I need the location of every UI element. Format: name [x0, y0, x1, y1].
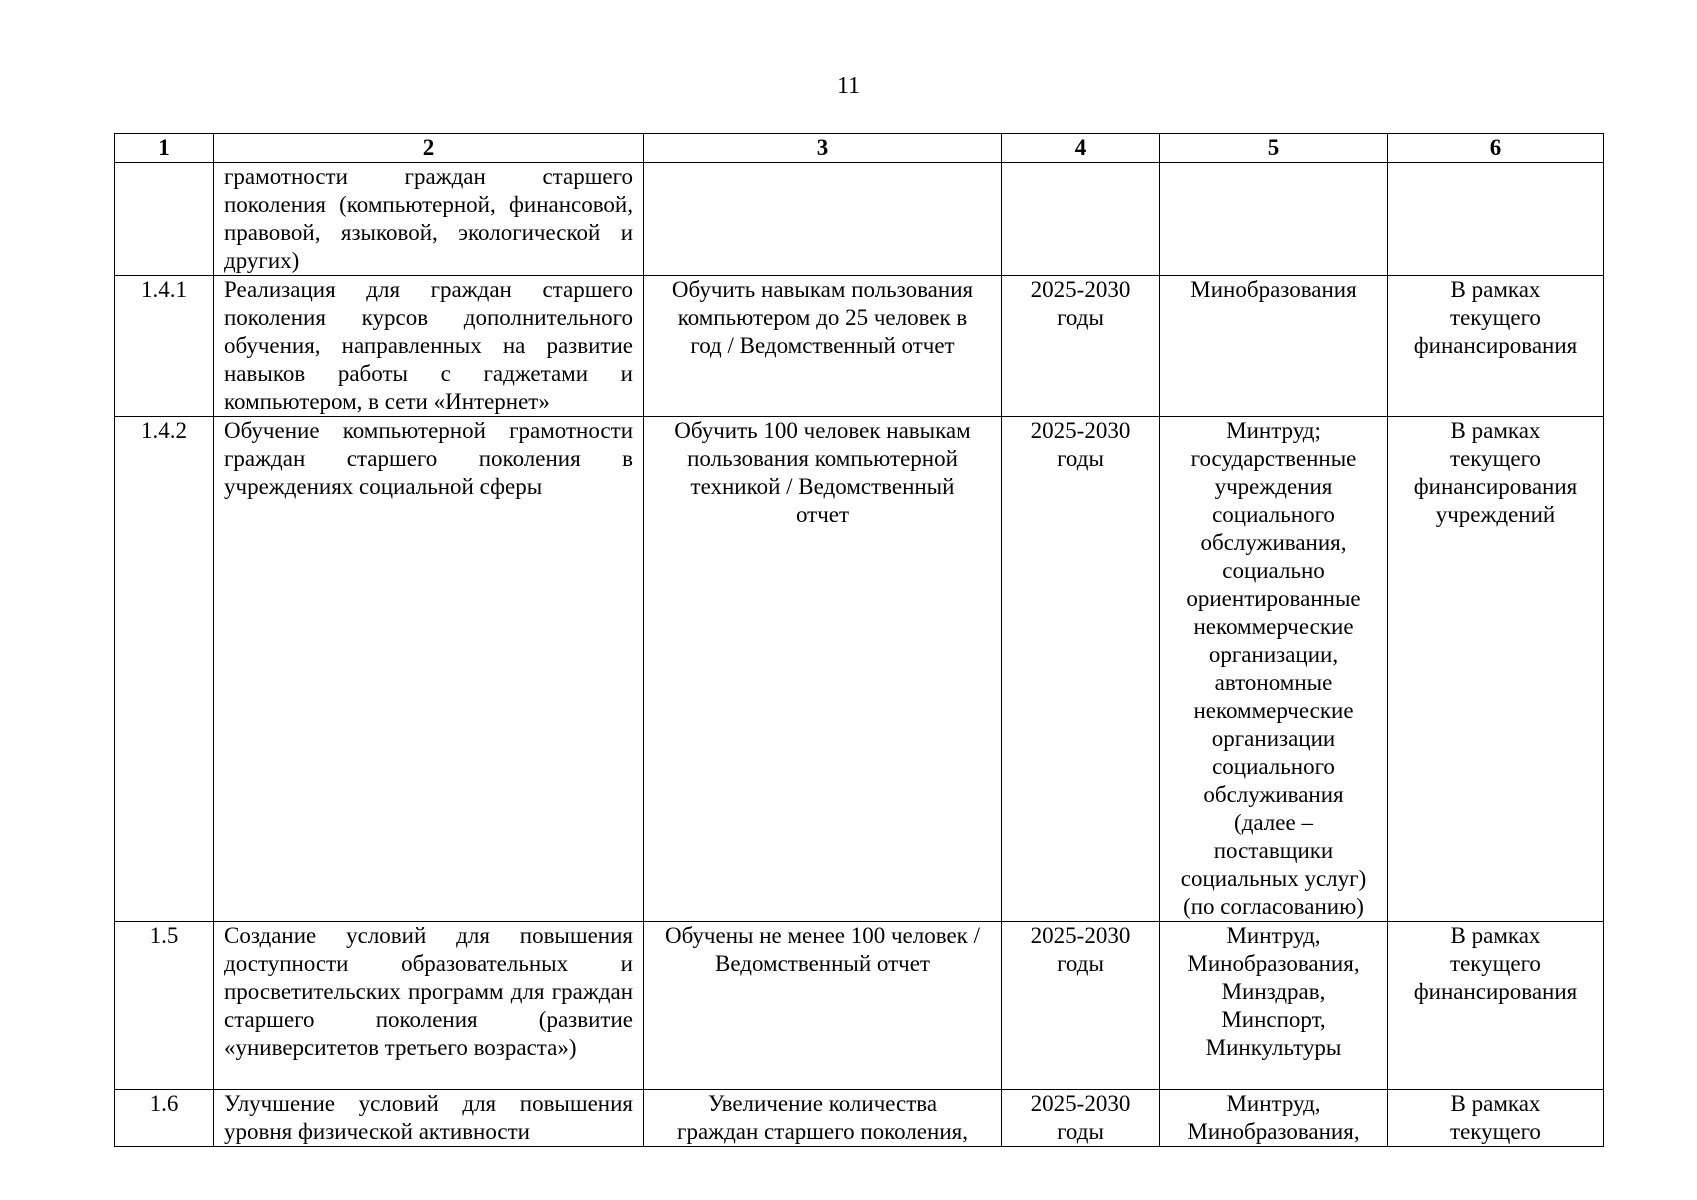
measure-name-cell: Обучение компьютерной грамотности граждан старшего поколения в учреждениях социальной сферы	[214, 417, 644, 922]
column-header-1: 1	[115, 134, 214, 163]
table-row	[115, 163, 1604, 276]
executors-cell: Минобразования	[1160, 276, 1388, 417]
financing-cell: В рамках текущего	[1388, 1090, 1604, 1147]
financing-cell: В рамках текущего финансирования	[1388, 922, 1604, 1090]
result-cell: Обучить 100 человек навыкам пользования компьютерной техникой / Ведомственный отчет	[644, 417, 1002, 922]
executors-cell: Минтруд, Минобразования,	[1160, 1090, 1388, 1147]
measure-name-cell: грамотности граждан старшего поколения (компьютерной, финансовой, правовой, языковой, экологической и других)	[214, 163, 644, 276]
financing-cell	[1388, 163, 1604, 276]
column-header-4: 4	[1002, 134, 1160, 163]
period-cell	[1002, 163, 1160, 276]
table-header-row	[115, 134, 1604, 163]
period-cell: 2025-2030 годы	[1002, 417, 1160, 922]
measure-name-cell: Реализация для граждан старшего поколения курсов дополнительного обучения, направленных на развитие навыков работы с гаджетами и компьютером, в сети «Интернет»	[214, 276, 644, 417]
period-cell: 2025-2030 годы	[1002, 276, 1160, 417]
financing-cell: В рамках текущего финансирования	[1388, 276, 1604, 417]
measure-name-cell: Улучшение условий для повышения уровня физической активности	[214, 1090, 644, 1147]
result-cell: Увеличение количества граждан старшего поколения,	[644, 1090, 1002, 1147]
row-number-cell: 1.4.1	[115, 276, 214, 417]
executors-cell: Минтруд; государственные учреждения социального обслуживания, социально ориентированные некоммерческие организации, автономные некоммерческие организации социального обслуживания (далее – поставщики социальных услуг) (по согласованию)	[1160, 417, 1388, 922]
measures-table	[114, 133, 1604, 1147]
financing-cell: В рамках текущего финансирования учреждений	[1388, 417, 1604, 922]
table-row	[115, 922, 1604, 1090]
column-header-5: 5	[1160, 134, 1388, 163]
result-cell: Обучить навыкам пользования компьютером до 25 человек в год / Ведомственный отчет	[644, 276, 1002, 417]
result-cell	[644, 163, 1002, 276]
row-number-cell: 1.5	[115, 922, 214, 1090]
row-number-cell: 1.4.2	[115, 417, 214, 922]
table-row	[115, 276, 1604, 417]
period-cell: 2025-2030 годы	[1002, 1090, 1160, 1147]
column-header-3: 3	[644, 134, 1002, 163]
page-number: 11	[836, 73, 861, 99]
period-cell: 2025-2030 годы	[1002, 922, 1160, 1090]
result-cell: Обучены не менее 100 человек / Ведомственный отчет	[644, 922, 1002, 1090]
executors-cell: Минтруд, Минобразования, Минздрав, Минспорт, Минкультуры	[1160, 922, 1388, 1090]
measure-name-cell: Создание условий для повышения доступности образовательных и просветительских программ для граждан старшего поколения (развитие «университетов третьего возраста»)	[214, 922, 644, 1090]
table-row	[115, 417, 1604, 922]
table-row	[115, 1090, 1604, 1147]
column-header-6: 6	[1388, 134, 1604, 163]
row-number-cell: 1.6	[115, 1090, 214, 1147]
column-header-2: 2	[214, 134, 644, 163]
row-number-cell	[115, 163, 214, 276]
executors-cell	[1160, 163, 1388, 276]
